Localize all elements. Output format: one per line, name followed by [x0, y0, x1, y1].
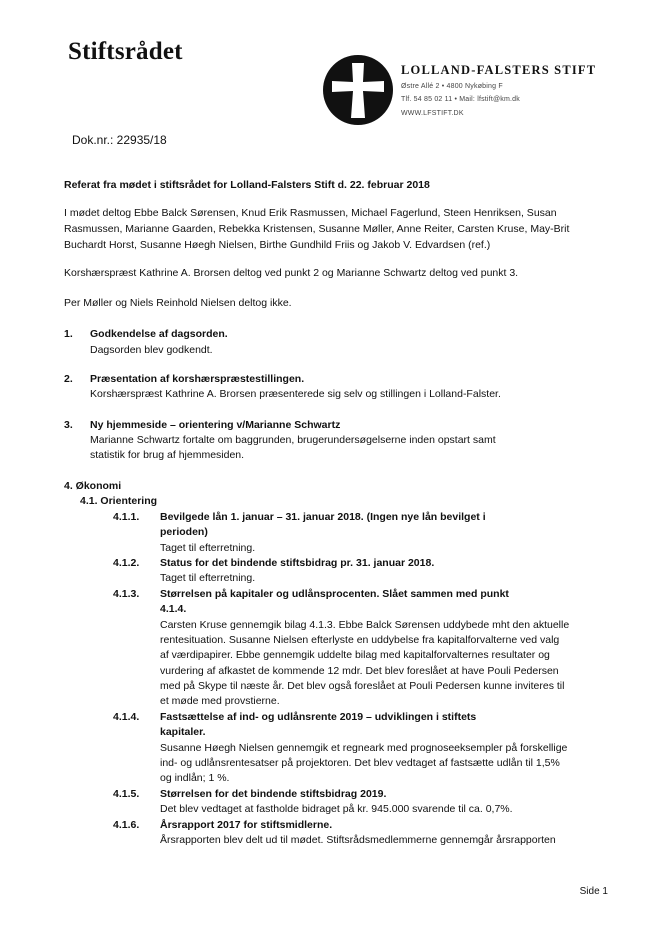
- subitem-body: Carsten Kruse gennemgik bilag 4.1.3. Ebbe Balck Sørensen uddybede mht den aktuelle: [160, 619, 570, 631]
- item-body: Dagsorden blev godkendt.: [90, 344, 213, 356]
- org-phone-mail: Tlf. 54 85 02 11 • Mail: lfstift@km.dk: [401, 96, 520, 103]
- subitem-body: med på Skype til næste år. Det blev også foreslået at Pouli Pedersen kunne inviteres til: [160, 680, 565, 692]
- subitem-body: og indlån; 1 %.: [160, 772, 230, 784]
- subitem-heading: Størrelsen for det bindende stiftsbidrag 2019.: [160, 788, 387, 800]
- absent-line: Per Møller og Niels Reinhold Nielsen deltog ikke.: [64, 297, 292, 309]
- subitem-body: ind- og udlånsrentesatser på projektoren. Det blev vedtaget af fastsætte udlån til 1,5%: [160, 757, 560, 769]
- item-heading: Godkendelse af dagsorden.: [90, 328, 228, 340]
- page-title: Stiftsrådet: [68, 38, 183, 65]
- page-number: Side 1: [579, 886, 608, 897]
- subitem-body: Taget til efterretning.: [160, 542, 256, 554]
- subitem-body: vurdering af afkastet de kommende 12 mdr. Det blev foreslået at have Pouli Pedersen: [160, 665, 559, 677]
- attendance-line: I mødet deltog Ebbe Balck Sørensen, Knud Erik Rasmussen, Michael Fagerlund, Steen Henriksen, Susan: [64, 207, 557, 219]
- attendance-line: Buchardt Horst, Susanne Høegh Nielsen, Birthe Gundhild Friis og Jakob V. Edvardsen (ref.): [64, 239, 491, 251]
- subitem-body: Årsrapporten blev delt ud til mødet. Stiftsrådsmedlemmerne gennemgår årsrapporten: [160, 834, 556, 846]
- document-number: Dok.nr.: 22935/18: [72, 133, 167, 147]
- subitem-number: 4.1.6.: [113, 819, 140, 831]
- org-name: LOLLAND-FALSTERS STIFT: [401, 63, 597, 77]
- item-number: 3.: [64, 419, 73, 431]
- org-website: WWW.LFSTIFT.DK: [401, 110, 464, 117]
- subitem-number: 4.1.3.: [113, 588, 140, 600]
- subitem-number: 4.1.4.: [113, 711, 140, 723]
- subsection-heading: 4.1. Orientering: [80, 495, 158, 507]
- subitem-heading: Status for det bindende stiftsbidrag pr. 31. januar 2018.: [160, 557, 435, 569]
- subitem-body: Det blev vedtaget at fastholde bidraget på kr. 945.000 svarende til ca. 0,7%.: [160, 803, 513, 815]
- subitem-heading: Bevilgede lån 1. januar – 31. januar 2018. (Ingen nye lån bevilget i: [160, 511, 486, 523]
- item-heading: Ny hjemmeside – orientering v/Marianne Schwartz: [90, 419, 341, 431]
- subitem-heading: kapitaler.: [160, 726, 206, 738]
- referat-title: Referat fra mødet i stiftsrådet for Lolland-Falsters Stift d. 22. februar 2018: [64, 179, 430, 191]
- subitem-heading: 4.1.4.: [160, 603, 187, 615]
- subitem-number: 4.1.5.: [113, 788, 140, 800]
- guests-line: Korshærspræst Kathrine A. Brorsen deltog ved punkt 2 og Marianne Schwartz deltog ved punkt 3.: [64, 267, 519, 279]
- subitem-heading: Årsrapport 2017 for stiftsmidlerne.: [160, 819, 333, 831]
- cross-emblem-icon: [322, 54, 394, 126]
- subitem-number: 4.1.1.: [113, 511, 140, 523]
- subitem-heading: Fastsættelse af ind- og udlånsrente 2019 – udviklingen i stiftets: [160, 711, 477, 723]
- subitem-body: Susanne Høegh Nielsen gennemgik et regneark med prognoseeksempler på forskellige: [160, 742, 568, 754]
- item-heading: Præsentation af korshærspræstestillingen.: [90, 373, 305, 385]
- subitem-heading: perioden): [160, 526, 208, 538]
- item-body: statistik for brug af hjemmesiden.: [90, 449, 245, 461]
- subitem-body: Taget til efterretning.: [160, 572, 256, 584]
- item-number: 1.: [64, 328, 73, 340]
- subitem-body: af værdipapirer. Ebbe gennemgik uddelte bilag med kapitalforvalternes resultater og: [160, 649, 550, 661]
- attendance-line: Rasmussen, Marianne Gaarden, Rebekka Kristensen, Susanne Møller, Anne Reiter, Carsten Kruse, May-Brit: [64, 223, 570, 235]
- org-address: Østre Allé 2 • 4800 Nykøbing F: [401, 83, 503, 90]
- subitem-body: et møde med provstierne.: [160, 695, 280, 707]
- item-number: 2.: [64, 373, 73, 385]
- item-body: Korshærspræst Kathrine A. Brorsen præsenterede sig selv og stillingen i Lolland-Falster.: [90, 388, 501, 400]
- subitem-body: rentesituation. Susanne Nielsen efterlyste en uddybelse fra kapitalforvalterne ved valg: [160, 634, 560, 646]
- section-heading: 4. Økonomi: [64, 480, 122, 492]
- subitem-number: 4.1.2.: [113, 557, 140, 569]
- item-body: Marianne Schwartz fortalte om baggrunden, brugerundersøgelserne inden opstart samt: [90, 434, 496, 446]
- subitem-heading: Størrelsen på kapitaler og udlånsprocenten. Slået sammen med punkt: [160, 588, 509, 600]
